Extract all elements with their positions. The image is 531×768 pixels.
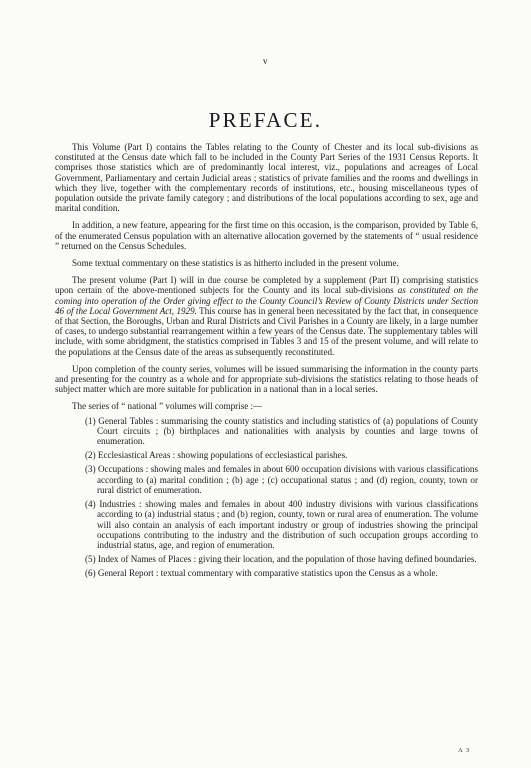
paragraph-4-end: This course has in general been necessitated by the fact that, in consequence of that Section, the Boroughs, Urban and Rural Districts and Civil Parishes in a County are likely, in a large number of cases, to undergo substantial rearrangement within a few years of the Census date. The supplementary tables will include, with some abridgment, the statistics comprised in Tables 3 and 15 of the present volume, and will relate to the populations at the Census date of the areas as subsequently reconstituted.: [55, 305, 478, 357]
list-item: [55, 554, 478, 564]
page-number: v: [263, 56, 268, 66]
paragraph-2: In addition, a new feature, appearing for the first time on this occasion, is the comparison, provided by Table 6, of the enumerated Census population with an alternative allocation governed by the statements of “ usual residence ” returned on the Census Schedules.: [55, 220, 478, 251]
list-item-number: (6): [85, 568, 96, 579]
paragraph-3: Some textual commentary on these statistics is as hitherto included in the present volume.: [72, 258, 399, 269]
signature-mark: A 3: [458, 747, 471, 754]
list-item: [55, 450, 478, 460]
list-item-number: (5): [85, 554, 96, 565]
list-item: [55, 499, 478, 550]
paragraph-6: The series of “ national ” volumes will comprise :—: [72, 401, 263, 412]
list-item-text: General Report : textual commentary with comparative statistics upon the Census as a whole.: [97, 568, 438, 579]
list-item: [55, 568, 478, 578]
list-item-text: General Tables : summarising the county statistics and including statistics of (a) populations of County Court circuits ; (b) birthplaces and nationalities with analysis by counties and large towns of enumeration.: [97, 415, 478, 447]
list-item-text: Occupations : showing males and females in about 600 occupation divisions with various classifications according to (a) marital condition ; (b) age ; (c) occupational status ; and (d) region, county, town or rural district of enumeration.: [97, 464, 478, 495]
list-item-text: Ecclesiastical Areas : showing populations of ecclesiastical parishes.: [97, 450, 348, 461]
list-item-text: Index of Names of Places : giving their location, and the population of those having defined boundaries.: [97, 554, 477, 565]
list-item-number: (4): [85, 499, 96, 510]
list-item: [55, 464, 478, 495]
paragraph-4-italic: as constituted on the coming into operation of the Order giving effect to the County Council’s Review of County Districts under Section 46 of the Local Government Act, 1929.: [55, 285, 478, 316]
paragraph-5: Upon completion of the county series, volumes will be issued summarising the information in the county parts and presenting for the country as a whole and for appropriate sub-divisions the statistics relating to those heads of subject matter which are more suitable for publication in a national than in a local series.: [55, 363, 478, 395]
page-title: PREFACE.: [208, 108, 323, 132]
list-item-number: (1): [85, 415, 96, 426]
paragraph-4: [55, 275, 478, 357]
national-volumes-list: [55, 416, 478, 579]
paragraph-4-start: The present volume (Part I) will in due course be completed by a supplement (Part II) comprising statistics upon certain of the above-mentioned subjects for the County and its local sub-divisions: [55, 275, 478, 296]
list-item-number: (3): [85, 464, 96, 475]
list-item-number: (2): [85, 450, 96, 461]
list-item-text: Industries : showing males and females in about 400 industry divisions with various classifications according to (a) industrial status ; and (b) region, county, town or rural area of enumeration. The volume will also contain an analysis of each important industry or group of industries showing the principal occupations contributing to the industry and the distribution of such occupation groups according to industrial status, age, and region of enumeration.: [97, 499, 478, 550]
preface-body: [55, 142, 478, 583]
list-item: [55, 416, 478, 447]
paragraph-1: This Volume (Part I) contains the Tables relating to the County of Chester and its local sub-divisions as constituted at the Census date which fall to be included in the County Part Series of the 1931 Census Reports. It comprises those statistics which are of predominantly local interest, viz., populations and acreages of Local Government, Parliamentary and certain Judicial areas ; statistics of private families and the rooms and dwellings in which they live, together with the complementary records of institutions, etc., housing miscellaneous types of population outside the private family category ; and distributions of the local populations according to sex, age and marital condition.: [55, 142, 478, 214]
